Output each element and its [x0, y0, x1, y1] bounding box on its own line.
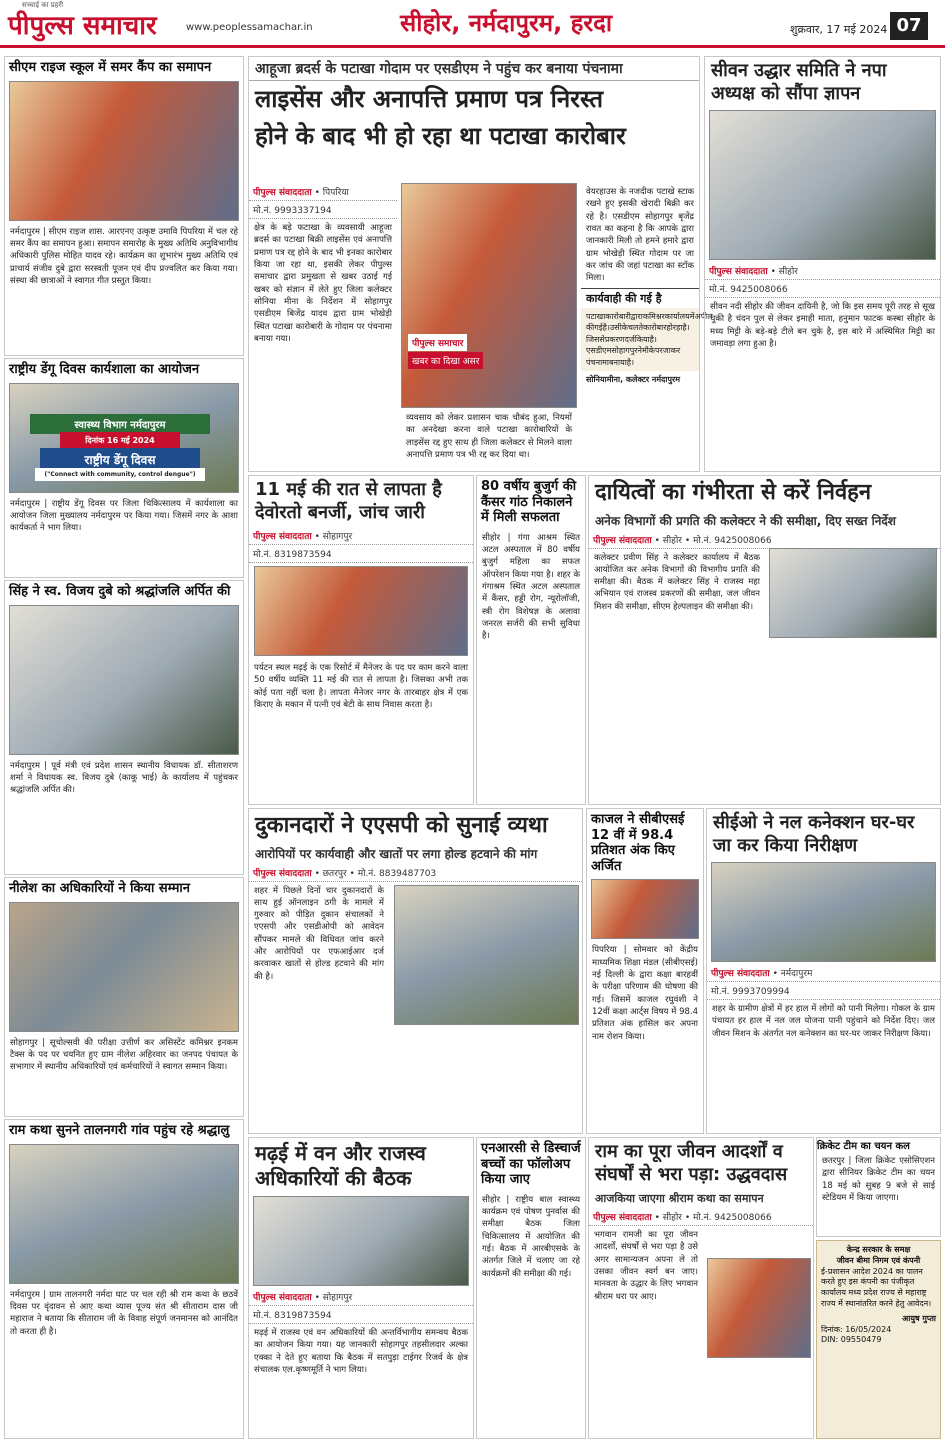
headline: 80 वर्षीय बुजुर्ग की कैंसर गांठ निकालने में मिली सफलता	[481, 479, 577, 526]
notice-date: दिनांक: 16/05/2024	[821, 1324, 892, 1334]
article-body: नर्मदापुरम | सीएम राइज शास. आरएनए उत्कृष्ट उमावि पिपरिया में चल रहे समर कैंप का समापन हुआ। समापन समारोह के मुख्य अतिथि अनुविभागीय अधिकारी पुलिस मोहित यादव रहे। कार्यक्रम का शुभारंभ मुख्य अतिथि एवं प्राचार्य संजीव दुबे द्वारा सरस्वती पूजन एवं दीप प्रज्वलित कर किया गया। संस्था की छात्राओं ने स्वागत गीत प्रस्तुत किया।	[10, 226, 238, 286]
mobile-number: मो.नं. 9993709994	[707, 982, 940, 1000]
notice-body: ई-प्रशासन आदेश 2024 का पालन करते हुए इस कंपनी का पंजीकृत कार्यालय मध्य प्रदेश राज्य से महाराष्ट्र राज्य में स्थानांतरित करने हेतु आवेदन।	[821, 1266, 932, 1308]
byline: पीपुल्स संवाददाता • पिपरिया	[249, 183, 397, 201]
byline: पीपुल्स संवाददाता • सीहोर • मो.नं. 9425008066	[589, 1208, 813, 1226]
article-seewan-samiti	[704, 56, 941, 472]
notice-subtitle: जीवन बीमा निगम एवं कंपनी	[836, 1255, 921, 1265]
article-collector-review	[588, 475, 941, 805]
byline: पीपुल्स संवाददाता • छतरपुर • मो.नं. 8839487703	[249, 864, 582, 882]
headline: राम कथा सुनने तालनगरी गांव पहुंच रहे श्रद्धालु	[9, 1123, 230, 1138]
headline: क्रिकेट टीम का चयन कल	[817, 1141, 910, 1152]
article-kajal-result	[586, 808, 704, 1134]
edition-section: सीहोर, नर्मदापुरम, हरदा	[400, 9, 613, 37]
article-shopkeepers-asp	[248, 808, 583, 1134]
article-body: नर्मदापुरम | पूर्व मंत्री एवं प्रदेश शासन स्थानीय विधायक डॉ. सीताशरण शर्मा ने विधायक स्व. विजय दुबे (काकू भाई) के कार्यालय में पहुंचकर श्रद्धांजलि अर्पित की।	[10, 760, 238, 796]
banner-dept: स्वास्थ्य विभाग नर्मदापुरम	[30, 414, 210, 434]
mobile-number: मो.नं. 8319873594	[249, 545, 473, 563]
headline: सीईओ ने नल कनेक्शन घर-घर जा कर किया निरीक्षण	[713, 812, 915, 856]
notice-signatory: आयुष गुप्ता	[902, 1313, 936, 1323]
article-madhai-meeting	[248, 1137, 474, 1439]
headline: दायित्वों का गंभीरता से करें निर्वहन	[595, 480, 872, 505]
article-ceo-inspection	[706, 808, 941, 1134]
article-body: छतरपुर | जिला क्रिकेट एसोसिएशन द्वारा सीनियर क्रिकेट टीम का चयन 18 मई को सुबह 9 बजे से साई स्टेडियम में किया जाएगा।	[822, 1156, 935, 1203]
ram-katha-photo	[707, 1258, 811, 1358]
photo-impact-tag: खबर का दिखा असर	[408, 352, 483, 369]
article-nilesh	[4, 877, 244, 1117]
summer-camp-photo	[9, 81, 239, 221]
article-body: सोहागपुर | सूचोल्सवी की परीक्षा उत्तीर्ण कर असिस्टेंट कमिश्नर इनकम टैक्स के पद पर चयनित हुए ग्राम नीलेश अहिरवार का जनपद पंचायत के सभागार में स्थानीय अधिकारियों एवं कर्मचारियों ने स्वागत सम्मान किया।	[10, 1037, 238, 1073]
byline: पीपुल्स संवाददाता • सोहागपुर	[249, 527, 473, 545]
byline: पीपुल्स संवाददाता • नर्मदापुरम	[707, 964, 940, 982]
mobile-number: मो.नं. 8319873594	[249, 1306, 473, 1324]
fireworks-godown-photo	[401, 183, 577, 408]
headline: सीएम राइज स्कूल में समर कैंप का समापन	[9, 60, 212, 75]
article-ramkatha-talnagri	[4, 1119, 244, 1439]
article-body: नर्मदापुरम | राष्ट्रीय डेंगू दिवस पर जिला चिकित्सालय में कार्यशाला का आयोजन जिला मुख्यालय नर्मदापुरम पर किया गया। जिसमें नगर के आशा कार्यकर्ता ने भाग लिया।	[10, 498, 238, 534]
headline: एनआरसी से डिस्चार्ज बच्चों का फॉलोअप किया जाए	[481, 1141, 581, 1188]
lead-body: क्षेत्र के बड़े फटाखा के व्यवसायी आहूजा ब्रदर्स का पटाखा बिक्री लाइसेंस एवं अनापत्ति प्रमाण पत्र रद्द होने के बाद भी इनका कारोबार किया जा रहा था, इसकी लेकर पीपुल्स समाचार द्वारा प्रमुखता से खबर उठाई गई खबर को संज्ञान में लेते हुए जिला कलेक्टर सोनिया मीना के निर्देशन में सोहागपुर एसडीएम बिजेंद्र यादव द्वारा ग्राम भोखेड़ी स्थित पटाखा कारोबारी के गोदाम पर पंचनामा बनाया गया।	[254, 223, 392, 344]
article-cricket-selection	[816, 1137, 941, 1237]
felicitation-photo	[9, 902, 239, 1032]
article-body: नर्मदापुरम | ग्राम तालनगरी नर्मदा घाट पर चल रही श्री राम कथा के छठवें दिवस पर वृंदावन से आए कथा व्यास पूज्य संत श्री सीताराम दास जी महाराज ने बताया कि सीताराम जी के विवाह संपूर्ण जनमानस को आनंदित तो करता ही है।	[10, 1289, 238, 1337]
dengue-banner-photo	[9, 383, 239, 493]
ramkatha-crowd-photo	[9, 1144, 239, 1284]
banner-date: दिनांक 16 मई 2024	[60, 432, 180, 449]
notice-din: DIN: 09550479	[821, 1335, 882, 1345]
website-url[interactable]: www.peoplessamachar.in	[186, 22, 313, 33]
headline: दुकानदारों ने एएसपी को सुनाई व्यथा	[255, 813, 548, 838]
student-photo	[591, 879, 699, 939]
headline: राम का पूरा जीवन आदर्शों व संघर्षों से भरा पड़ा: उद्धवदास	[595, 1141, 788, 1185]
shopkeepers-photo	[394, 885, 579, 1025]
missing-person-photo	[254, 566, 468, 656]
notice-title: केन्द्र सरकार के समक्ष	[846, 1245, 911, 1254]
article-dengue-day	[4, 358, 244, 578]
logo-tagline: सच्चाई का प्रहरी	[22, 1, 64, 9]
subheadline: आरोपियों पर कार्यवाही और खातों पर लगा होल्ड हटवाने की मांग	[255, 846, 538, 861]
byline: पीपुल्स संवाददाता • सीहोर • मो.नं. 9425008066	[589, 531, 940, 549]
headline: सीवन उद्धार समिति ने नपा अध्यक्ष को सौंपा ज्ञापन	[711, 60, 887, 104]
subheadline: अनेक विभागों की प्रगति की कलेक्टर ने की समीक्षा, दिए सख्त निर्देश	[595, 513, 896, 528]
memorandum-photo	[709, 110, 936, 260]
article-body: सीहोर | राष्ट्रीय बाल स्वास्थ्य कार्यक्रम एवं पोषण पुनर्वास की समीक्षा बैठक जिला चिकित्सालय में आयोजित की गई। बैठक में आरबीएसके के अंतर्गत जिले में चलाए जा रहे कार्यक्रमों की समीक्षा की गई।	[482, 1194, 580, 1279]
banner-slogan: ("Connect with community, control dengue")	[35, 468, 205, 481]
newspaper-logo[interactable]: पीपुल्स समाचार	[8, 11, 157, 41]
headline: सिंह ने स्व. विजय दुबे को श्रद्धांजलि अर्पित की	[9, 584, 231, 599]
lead-body-3: वेयरहाउस के नजदीक पटाखे स्टाक रखने हुए इसकी खेरादी बिक्री कर रहे है। एसडीएम सोहागपुर बृजेंद्र रावत का कहना है कि आपके द्वारा जानकारी मिली तो हमने हमारे द्वारा ग्राम भोखेड़ी स्थित गोदाम पर जा कर जांच की जहां पटाखा का स्टॉक मिला।	[586, 187, 694, 284]
issue-date: शुक्रवार, 17 मई 2024	[790, 23, 888, 36]
lead-headline-line2: होने के बाद भी हो रहा था पटाखा कारोबार	[255, 121, 626, 150]
lead-story	[248, 56, 713, 472]
banner-title: राष्ट्रीय डेंगू दिवस	[40, 448, 200, 471]
article-cancer-surgery	[476, 475, 586, 805]
article-body: शहर में पिछले दिनों चार दुकानदारों के साथ हुई ऑनलाइन ठगी के मामले में गुरुवार को पीड़ित दुकान संचालकों ने एएसपी और एसडीओपी को आवेदन सौंपकर मामले की विधिवत जांच करने और आरोपियों पर एफआईआर दर्ज करवाकर खातों से होल्ड हटवाने की मांग की है।	[254, 885, 384, 982]
headline: राष्ट्रीय डेंगू दिवस कार्यशाला का आयोजन	[9, 362, 200, 377]
article-nrc-followup	[476, 1137, 586, 1439]
page-number: 07	[890, 12, 928, 40]
byline: पीपुल्स संवाददाता • सोहागपुर	[249, 1288, 473, 1306]
byline: पीपुल्स संवाददाता • सीहोर	[705, 262, 940, 280]
masthead	[0, 0, 945, 48]
headline: काजल ने सीबीएसई 12 वीं में 98.4 प्रतिशत अंक किए अर्जित	[591, 812, 685, 874]
article-tribute	[4, 580, 244, 875]
headline: 11 मई की रात से लापता है देवोरतो बनर्जी, जांच जारी	[255, 479, 442, 523]
action-box-title: कार्यवाही की गई है	[581, 288, 699, 308]
headline: नीलेश का अधिकारियों ने किया सम्मान	[9, 881, 190, 896]
jeep-photo	[253, 1196, 469, 1286]
article-body: भगवान रामजी का पूरा जीवन आदर्शों, संघर्षों से भरा पड़ा है उसे अगर सामान्यजन अपना ले तो उसका जीवन स्वर्ग बन जाए। मानवता के उद्धार के लिए भगवान श्रीराम धरा पर आए।	[594, 1230, 698, 1302]
article-body: सीवन नदी सीहोर की जीवन दायिनी है, जो कि इस समय पूरी तरह से सूख चुकी है चंदन पुल से लेकर इमाही माता, हनुमान फाटक कस्बा सीहोर के मध्य मिट्टी के बड़े-बड़े टीले बन चुके है, इस बारे में अस्थिमित मिट्टी का जमावड़ा लगा हुआ है।	[710, 302, 935, 349]
headline: मढ़ई में वन और राजस्व अधिकारियों की बैठक	[255, 1141, 426, 1190]
article-body: पिपरिया | सोमवार को केंद्रीय माध्यमिक शिक्षा मंडल (सीबीएसई) नई दिल्ली के द्वारा कक्षा बारहवीं के परीक्षा परिणाम की घोषणा की गई। जिसमें काजल रघुवंशी ने 12वीं कक्षा आर्ट्स विषय में 98.4 प्रतिशत अंक हासिल कर अपना नाम रोशन किया।	[592, 945, 698, 1042]
article-summer-camp	[4, 56, 244, 356]
mobile-number: मो.नं. 9425008066	[705, 280, 940, 298]
article-body: पर्यटन स्थल मढ़ई के एक रिसोर्ट में मैनेजर के पद पर काम करने वाला 50 वर्षीय व्यक्ति 11 मई की रात से लापता है। जिसका अभी तक कोई पता नहीं चला है। लापता मैनेजर नगर के तारबाहर क्षेत्र में एक किराए के मकान में पत्नी एवं बेटी के साथ निवास करता है।	[254, 663, 468, 710]
article-body: सीहोर | गंगा आश्रम स्थित अटल अस्पताल में 80 वर्षीय बुजुर्ग महिला का सफल ऑपरेशन किया गया है। शहर के गंगाश्रम स्थित अटल अस्पताल में कैंसर, हड्डी रोग, न्यूरोलॉजी, स्त्री रोग विशेषज्ञ के अलावा जनरल सर्जरी की सभी सुविधा है।	[482, 532, 580, 642]
photo-logo-tag: पीपुल्स समाचार	[408, 334, 467, 351]
mobile-number: मो.नं. 9993337194	[249, 201, 397, 219]
article-body: मढ़ई में राजस्व एवं वन अधिकारियों की अन्तर्विभागीय समन्वय बैठक का आयोजन किया गया। यह जानकारी सोहागपुर तहसीलदार अल्का एक्का ने देते हुए बताया कि बैठक में सतपुड़ा टाईगर रिजर्व के क्षेत्र संचालक एल.कृष्णमूर्ति ने भाग लिया।	[254, 1328, 468, 1375]
article-missing-manager	[248, 475, 474, 805]
lead-body-2: व्यवसाय को लेकर प्रशासन चाक चौबंद हुआ, नियमों का अनदेखा करना वाले पटाखा कारोबारियों के लाइसेंस रद्द हुए साथ ही जिला कलेक्टर से मिलने वाला अनापत्ति प्रमाण पत्र भी रद्द कर दिया था।	[406, 413, 572, 460]
article-body: शहर के ग्रामीण क्षेत्रों में हर हाल में लोगों को पानी मिलेगा। गोकल के ग्राम पंचायत हर हाल में नल जल योजना पानी पहुंचाने को निर्देश दिए। जल जीवन मिशन के अंतर्गत नल कनेक्शन का घर-घर जाकर निरीक्षण किया।	[712, 1004, 935, 1039]
tribute-photo	[9, 605, 239, 755]
action-box-sign: सोनियामीना, कलेक्टर नर्मदापुरम	[586, 375, 681, 385]
article-ram-katha	[588, 1137, 814, 1439]
action-box-text: पटाखाकारोबारीद्वाराकमिश्नरकार्यालयमेंअपील कीगईहै।उसीकेचलतेकारोबारहोरहाहै।जिससेप्रकरणदर्जकियाहै। एसडीएमसोहागपुरनेमौकेपरजाकर पंचनामाबनायाहै।	[581, 308, 699, 372]
lead-headline-line1: लाइसेंस और अनापत्ति प्रमाण पत्र निरस्त	[255, 85, 603, 113]
lead-kicker: आहूजा ब्रदर्स के पटाखा गोदाम पर एसडीएम ने पहुंच कर बनाया पंचनामा	[249, 57, 699, 81]
article-body: कलेक्टर प्रवीण सिंह ने कलेक्टर कार्यालय में बैठक आयोजित कर अनेक विभागों की विभागीय प्रगति की समीक्षा की। बैठक में कलेक्टर सिंह ने राजस्व महा अभियान एवं राजस्व प्रकरणों की समीक्षा, जल जीवन मिशन की समीक्षा, सीएम हेल्पलाइन की समीक्षा की।	[594, 552, 760, 612]
tap-connection-photo	[711, 862, 936, 962]
subheadline: आजकिया जाएगा श्रीराम कथा का समापन	[595, 1192, 764, 1205]
review-meeting-photo	[769, 548, 937, 638]
public-notice	[816, 1240, 941, 1439]
